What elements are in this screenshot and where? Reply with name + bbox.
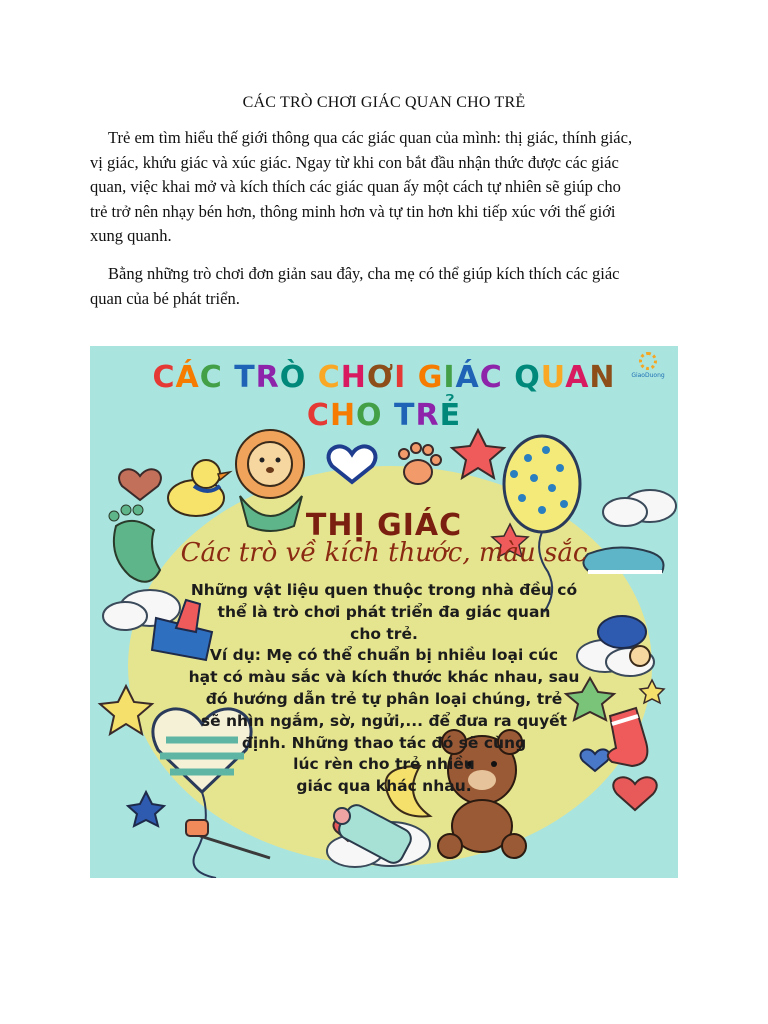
sensory-games-poster	[90, 346, 678, 878]
star-icon	[128, 792, 164, 826]
heart-icon	[613, 777, 656, 810]
poster-body-text	[170, 580, 598, 798]
body-line: cho trẻ.	[350, 624, 418, 643]
section-heading: THỊ GIÁC	[305, 508, 463, 543]
body-line: Ví dụ: Mẹ có thể chuẩn bị nhiều loại cúc	[209, 646, 559, 665]
paragraph-line: Bằng những trò chơi đơn giản sau đây, cha mẹ có thể giúp kích thích các giác	[108, 264, 620, 283]
body-line: lúc rèn cho trẻ nhiều	[293, 755, 475, 774]
poster-title	[90, 360, 678, 395]
sun-logo-icon	[639, 352, 657, 370]
poster-title-line: CHO TRẺ	[306, 398, 462, 433]
section-subheading: Các trò về kích thước, màu sắc	[180, 538, 588, 568]
brand-logo	[628, 352, 668, 379]
body-line: thể là trò chơi phát triển đa giác quan	[217, 602, 551, 621]
body-line: đó hướng dẫn trẻ tự phân loại chúng, trẻ	[205, 689, 563, 708]
second-paragraph	[90, 262, 680, 311]
poster-title-line: CÁC TRÒ CHƠI GIÁC QUAN	[152, 360, 616, 395]
paragraph-line: quan của bé phát triển.	[90, 288, 240, 308]
intro-paragraph	[90, 126, 680, 249]
paragraph-line: quan, việc khai mở và kích thích các giác quan ấy một cách tự nhiên sẽ giúp cho	[90, 177, 621, 196]
body-line: định. Những thao tác đó sẽ cùng	[241, 733, 527, 752]
paragraph-line: trẻ trở nên nhạy bén hơn, thông minh hơn và tự tin hơn khi tiếp xúc với thế giới	[90, 201, 616, 221]
poster-subtitle	[90, 398, 678, 433]
star-icon	[452, 430, 504, 478]
document-title: CÁC TRÒ CHƠI GIÁC QUAN CHO TRẺ	[242, 94, 526, 111]
heart-icon	[119, 469, 161, 500]
paragraph-line: vị giác, khứu giác và xúc giác. Ngay từ khi con bắt đầu nhận thức được các giác	[90, 152, 619, 172]
body-line: Những vật liệu quen thuộc trong nhà đều có	[190, 581, 578, 599]
paragraph-line: xung quanh.	[90, 226, 172, 245]
brand-name: GiaoDuong	[631, 372, 665, 379]
body-line: hạt có màu sắc và kích thước khác nhau, sau	[188, 668, 580, 687]
body-line: giác qua khác nhau.	[296, 777, 472, 796]
paragraph-line: Trẻ em tìm hiểu thế giới thông qua các giác quan của mình: thị giác, thính giác,	[108, 128, 633, 147]
body-line: sẽ nhìn ngắm, sờ, ngửi,... để đưa ra quyết	[200, 711, 568, 730]
